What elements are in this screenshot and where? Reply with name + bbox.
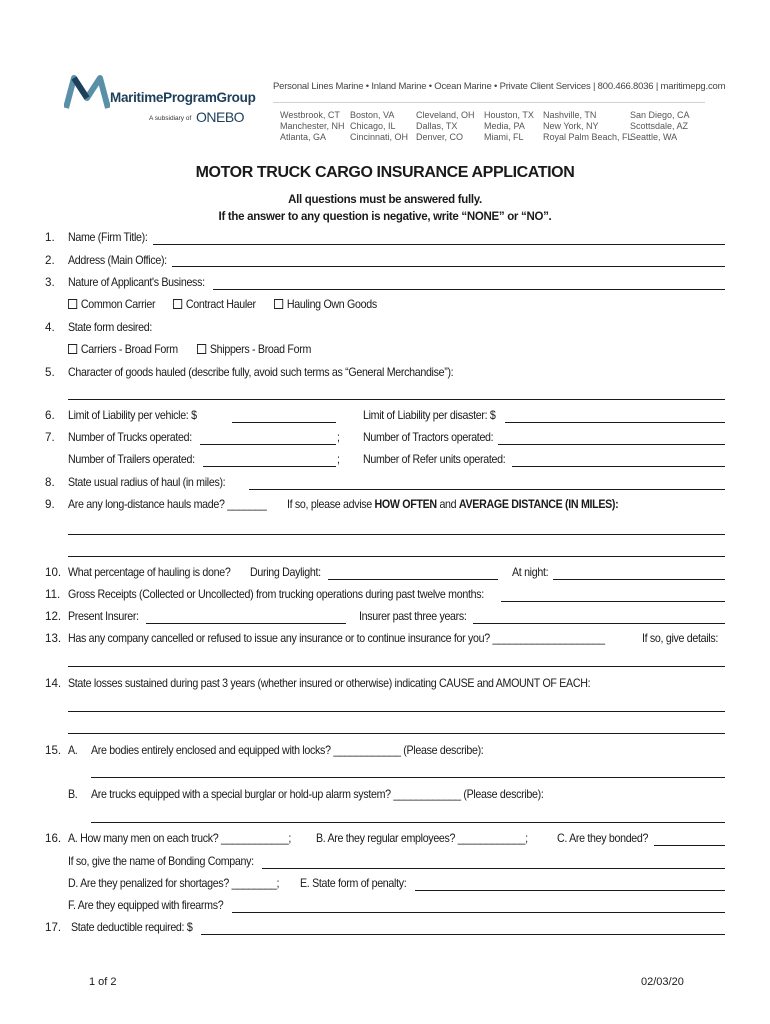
q7-label-trailers: Number of Trailers operated: [68, 453, 195, 466]
deductible-field[interactable] [201, 934, 725, 935]
q4-option-shippers[interactable]: Shippers - Broad Form [197, 343, 311, 356]
q14-number: 14. [45, 677, 62, 690]
q11-number: 11. [45, 588, 61, 601]
q4-option-carriers[interactable]: Carriers - Broad Form [68, 343, 178, 356]
checkbox[interactable] [173, 299, 182, 309]
office-col-2: Boston, VA Chicago, IL Cincinnati, OH [350, 110, 409, 142]
company-name: MaritimeProgramGroup [110, 90, 256, 105]
liability-vehicle-field[interactable] [232, 422, 336, 423]
subsidiary-name: ONEBO [196, 109, 245, 125]
checkbox[interactable] [197, 344, 206, 354]
q16-c-label: C. Are they bonded? [557, 832, 649, 845]
firm-name-field[interactable] [153, 244, 725, 245]
penalty-form-field[interactable] [415, 890, 725, 891]
q3-option-common-carrier[interactable]: Common Carrier [68, 298, 155, 311]
instructions-line-1: All questions must be answered fully. [288, 194, 482, 206]
office-col-1: Westbrook, CT Manchester, NH Atlanta, GA [280, 110, 345, 142]
checkbox[interactable] [274, 299, 283, 309]
q1-number: 1. [45, 231, 55, 244]
q5-number: 5. [45, 366, 55, 379]
q7-number: 7. [45, 431, 55, 444]
q4-label: State form desired: [68, 321, 153, 334]
instructions-line-2: If the answer to any question is negative, write “NONE” or “NO”. [218, 211, 552, 223]
present-insurer-field[interactable] [146, 623, 346, 624]
q17-label: State deductible required: $ [71, 921, 193, 934]
subsidiary-prefix: A subsidiary of [149, 115, 192, 122]
q15-b-label: Are trucks equipped with a special burglar or hold-up alarm system? ____________ (Please describe): [91, 788, 544, 801]
night-field[interactable] [553, 579, 725, 580]
office-col-6: San Diego, CA Scottsdale, AZ Seattle, WA [630, 110, 690, 142]
q3-label: Nature of Applicant's Business: [68, 276, 205, 289]
company-logo [64, 72, 274, 132]
q16-f-label: F. Are they equipped with firearms? [68, 899, 224, 912]
losses-field-1[interactable] [68, 711, 725, 712]
q13-details-label: If so, give details: [642, 632, 718, 645]
q10-night-label: At night: [512, 566, 549, 579]
long-haul-field-1[interactable] [68, 534, 725, 535]
q15-number: 15. [45, 744, 62, 757]
goods-hauled-field[interactable] [68, 399, 725, 400]
bonded-field[interactable] [654, 845, 725, 846]
q10-number: 10. [45, 566, 62, 579]
q7-sep-1: ; [337, 431, 340, 444]
q12-past-label: Insurer past three years: [359, 610, 467, 623]
q16-bonding-label: If so, give the name of Bonding Company: [68, 855, 254, 868]
header-divider [273, 102, 705, 103]
office-col-5: Nashville, TN New York, NY Royal Palm Beach, FL [543, 110, 633, 142]
q10-daylight-label: During Daylight: [250, 566, 321, 579]
q9-label: Are any long-distance hauls made? _______ [68, 498, 267, 511]
refer-units-field[interactable] [512, 466, 725, 467]
checkbox[interactable] [68, 344, 77, 354]
q9-number: 9. [45, 498, 55, 511]
q16-b-label: B. Are they regular employees? ____________; [316, 832, 528, 845]
q3-option-contract-hauler[interactable]: Contract Hauler [173, 298, 256, 311]
q16-d-label: D. Are they penalized for shortages? ________; [68, 877, 280, 890]
q2-number: 2. [45, 254, 55, 267]
office-col-3: Cleveland, OH Dallas, TX Denver, CO [416, 110, 475, 142]
q12-number: 12. [45, 610, 62, 623]
trucks-field[interactable] [200, 444, 336, 445]
q6-label-disaster: Limit of Liability per disaster: $ [363, 409, 496, 422]
services-line: Personal Lines Marine • Inland Marine • Ocean Marine • Private Client Services | 800.466.8036 | maritimepg.com [273, 81, 726, 92]
trailers-field[interactable] [203, 466, 336, 467]
past-insurer-field[interactable] [473, 623, 725, 624]
q12-label: Present Insurer: [68, 610, 139, 623]
q11-label: Gross Receipts (Collected or Uncollected) from trucking operations during past twelve months: [68, 588, 484, 601]
q16-a-label: A. How many men on each truck? ____________; [68, 832, 292, 845]
q2-label: Address (Main Office): [68, 254, 167, 267]
q3-option-own-goods[interactable]: Hauling Own Goods [274, 298, 377, 311]
q7-sep-2: ; [337, 453, 340, 466]
q8-label: State usual radius of haul (in miles): [68, 476, 226, 489]
daylight-field[interactable] [328, 579, 498, 580]
alarm-description-field[interactable] [91, 822, 725, 823]
form-date: 02/03/20 [641, 976, 684, 988]
q6-label-vehicle: Limit of Liability per vehicle: $ [68, 409, 197, 422]
radius-field[interactable] [249, 489, 725, 490]
form-title: MOTOR TRUCK CARGO INSURANCE APPLICATION [195, 164, 575, 181]
q15-b-letter: B. [68, 788, 78, 801]
q14-label: State losses sustained during past 3 years (whether insured or otherwise) indicating CAUSE and AMOUNT OF EACH: [68, 677, 591, 690]
q7-label-refer: Number of Refer units operated: [363, 453, 506, 466]
q5-label: Character of goods hauled (describe fully, avoid such terms as “General Merchandise”): [68, 366, 454, 379]
office-col-4: Houston, TX Media, PA Miami, FL [484, 110, 534, 142]
gross-receipts-field[interactable] [501, 601, 725, 602]
q13-label: Has any company cancelled or refused to issue any insurance or to continue insurance for you? ____________________ [68, 632, 605, 645]
q3-number: 3. [45, 276, 55, 289]
q17-number: 17. [45, 921, 62, 934]
checkbox[interactable] [68, 299, 77, 309]
business-nature-field[interactable] [213, 289, 725, 290]
cancellation-details-field[interactable] [68, 666, 725, 667]
q4-number: 4. [45, 321, 55, 334]
liability-disaster-field[interactable] [505, 422, 725, 423]
q7-label-trucks: Number of Trucks operated: [68, 431, 192, 444]
q15-a-letter: A. [68, 744, 78, 757]
long-haul-field-2[interactable] [68, 556, 725, 557]
q16-e-label: E. State form of penalty: [300, 877, 407, 890]
q15-a-label: Are bodies entirely enclosed and equipped with locks? ____________ (Please describe): [91, 744, 484, 757]
tractors-field[interactable] [498, 444, 725, 445]
page-number: 1 of 2 [89, 976, 117, 988]
locks-description-field[interactable] [91, 777, 725, 778]
q13-number: 13. [45, 632, 62, 645]
losses-field-2[interactable] [68, 733, 725, 734]
bonding-company-field[interactable] [262, 868, 725, 869]
q7-label-tractors: Number of Tractors operated: [363, 431, 494, 444]
q16-number: 16. [45, 832, 62, 845]
q1-label: Name (Firm Title): [68, 231, 148, 244]
logo-m-icon [64, 74, 110, 110]
address-field[interactable] [172, 266, 725, 267]
q9-advise: If so, please advise HOW OFTEN and AVERAGE DISTANCE (IN MILES): [287, 498, 619, 511]
firearms-field[interactable] [232, 912, 725, 913]
q8-number: 8. [45, 476, 55, 489]
q10-label: What percentage of hauling is done? [68, 566, 231, 579]
q6-number: 6. [45, 409, 55, 422]
